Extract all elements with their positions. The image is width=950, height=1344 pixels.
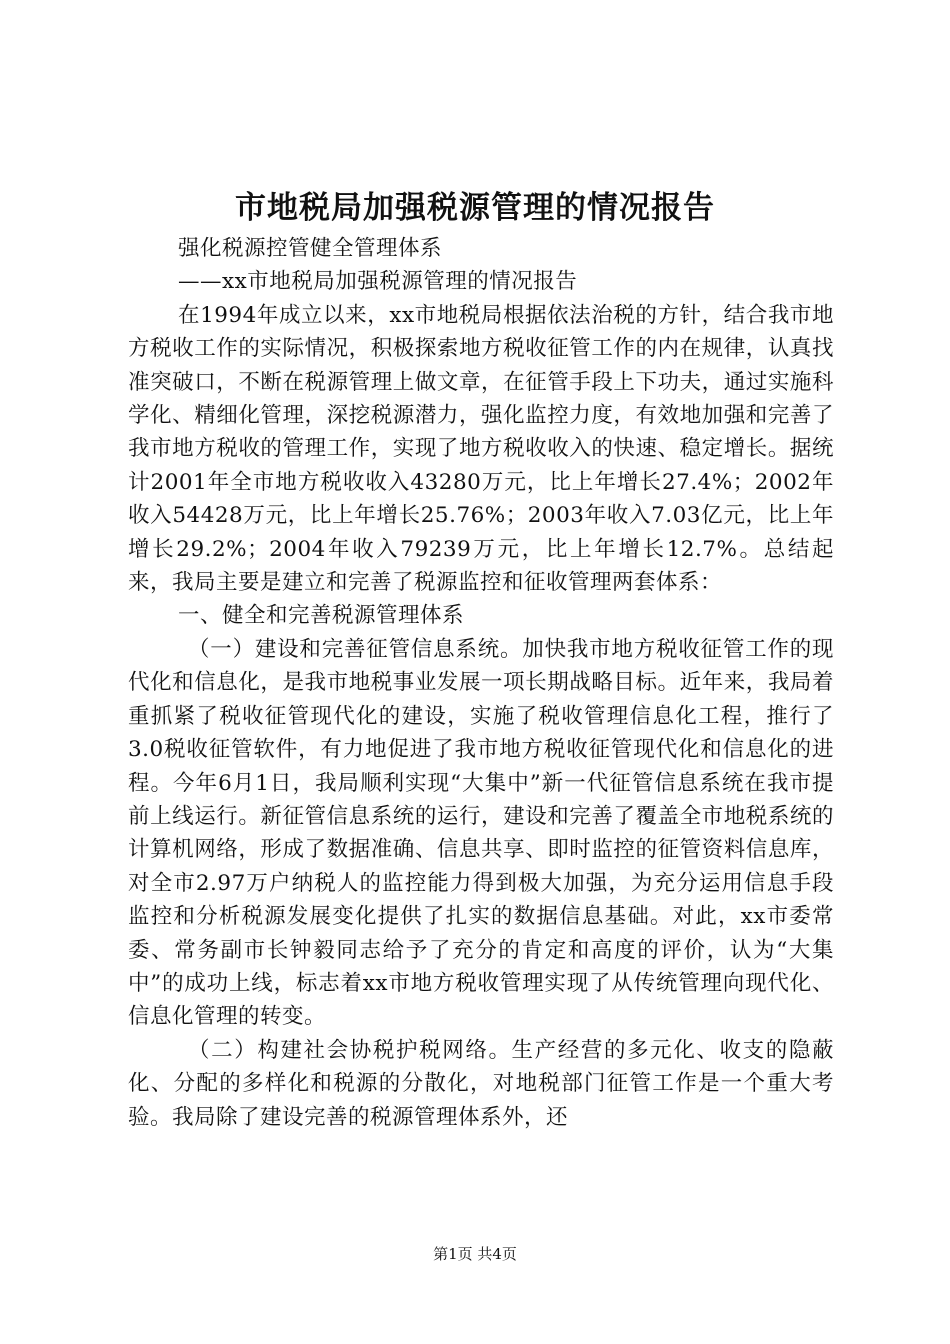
item-paragraph-1: （一）建设和完善征管信息系统。加快我市地方税收征管工作的现代化和信息化，是我市地税事业发展一项长期战略目标。近年来，我局着重抓紧了税收征管现代化的建设，实施了税收管理信息化工程，推行了3.0税收征管软件，有力地促进了我市地方税收征管现代化和信息化的进程。今年6月1日，我局顺利实现“大集中”新一代征管信息系统在我市提前上线运行。新征管信息系统的运行，建设和完善了覆盖全市地税系统的计算机网络，形成了数据准确、信息共享、即时监控的征管资料信息库，对全市2.97万户纳税人的监控能力得到极大加强，为充分运用信息手段监控和分析税源发展变化提供了扎实的数据信息基础。对此，xx市委常委、常务副市长钟毅同志给予了充分的肯定和高度的评价，认为“大集中”的成功上线，标志着xx市地方税收管理实现了从传统管理向现代化、信息化管理的转变。	[128, 636, 834, 1030]
subtitle-line-1: 强化税源控管健全管理体系	[178, 236, 443, 261]
page-footer: 第1页 共4页	[433, 1245, 517, 1263]
section-heading-1: 一、健全和完善税源管理体系	[178, 603, 465, 629]
document-title: 市地税局加强税源管理的情况报告	[235, 190, 715, 226]
document-body	[128, 232, 834, 1134]
item-paragraph-2: （二）构建社会协税护税网络。生产经营的多元化、收支的隐蔽化、分配的多样化和税源的分散化，对地税部门征管工作是一个重大考验。我局除了建设完善的税源管理体系外，还	[128, 1037, 834, 1130]
subtitle-line-2: ——xx市地税局加强税源管理的情况报告	[178, 269, 578, 295]
intro-paragraph: 在1994年成立以来，xx市地税局根据依法治税的方针，结合我市地方税收工作的实际情况，积极探索地方税收征管工作的内在规律，认真找准突破口，不断在税源管理上做文章，在征管手段上下功夫，通过实施科学化、精细化管理，深挖税源潜力，强化监控力度，有效地加强和完善了我市地方税收的管理工作，实现了地方税收收入的快速、稳定增长。据统计2001年全市地方税收收入43280万元，比上年增长27.4%；2002年收入54428万元，比上年增长25.76%；2003年收入7.03亿元，比上年增长29.2%；2004年收入79239万元，比上年增长12.7%。总结起来，我局主要是建立和完善了税源监控和征收管理两套体系：	[128, 302, 834, 596]
